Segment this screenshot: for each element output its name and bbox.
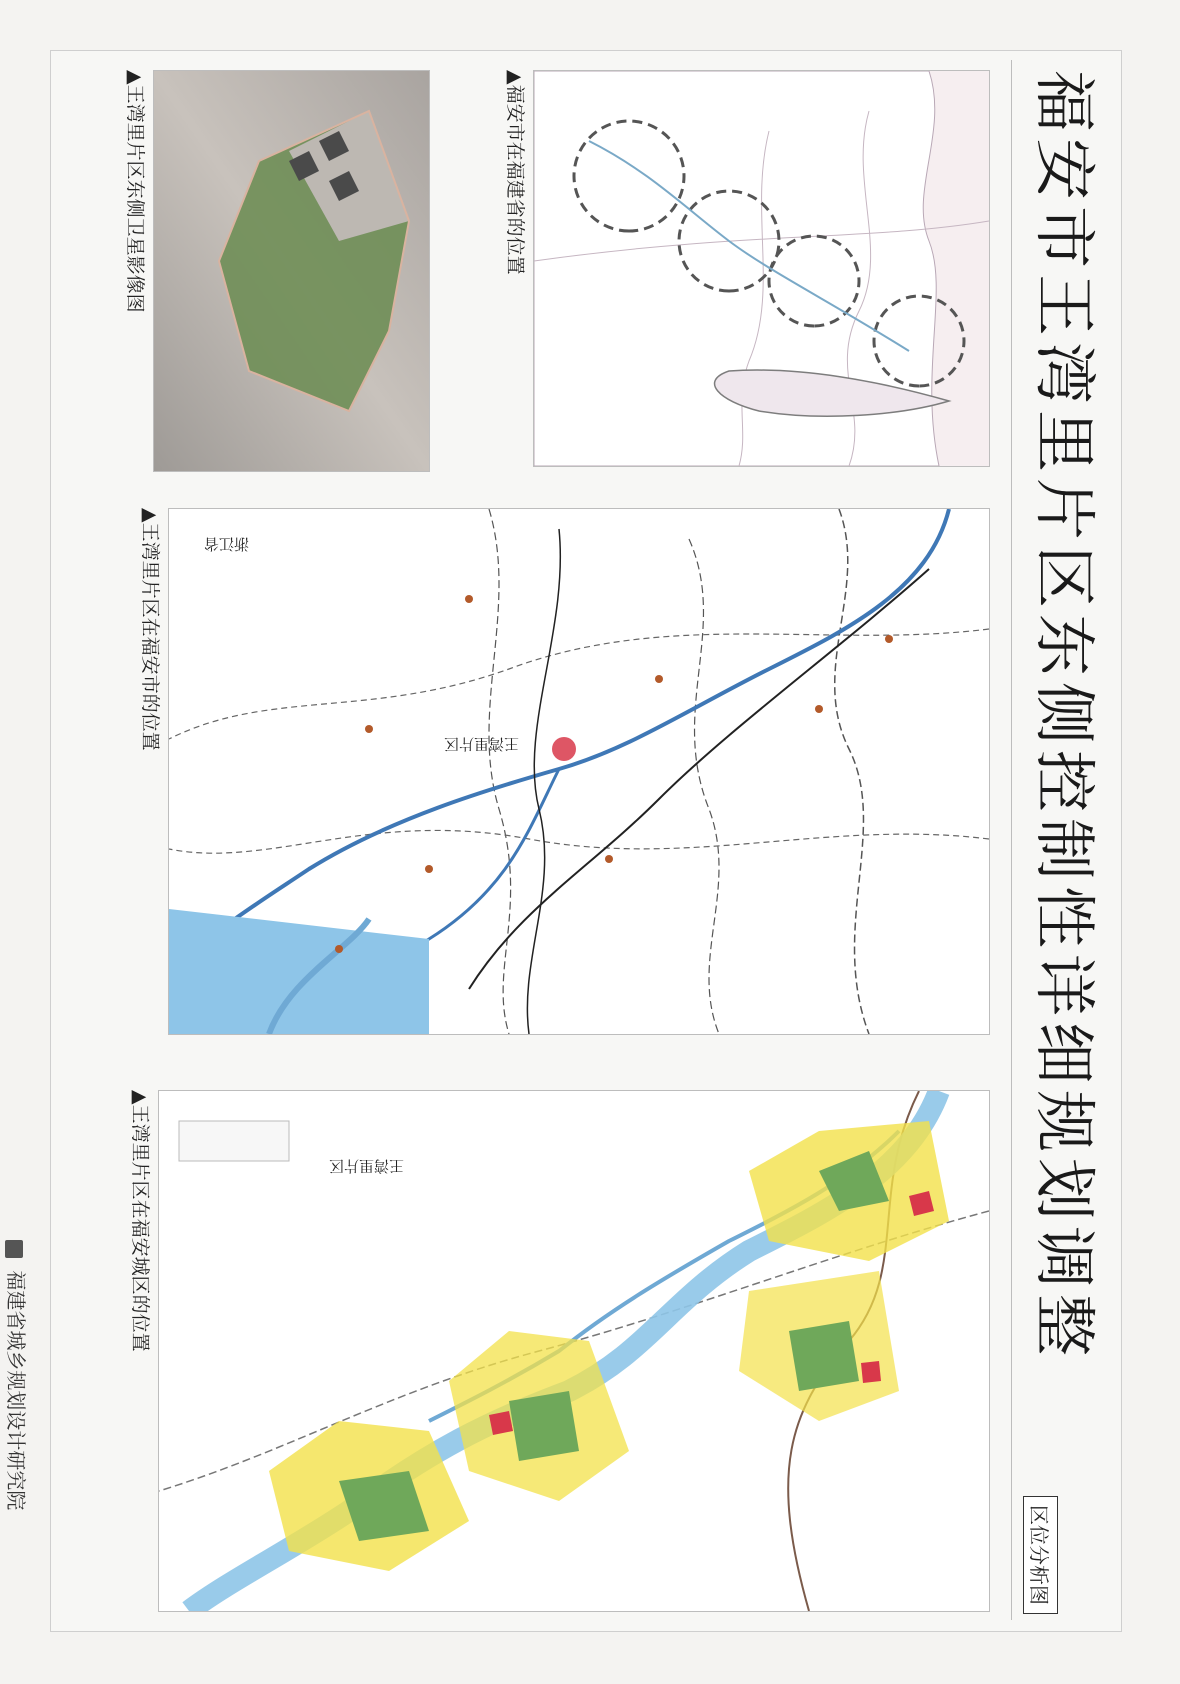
zhejiang-label: 浙江省 [203, 535, 249, 553]
district-map-panel [158, 1090, 990, 1612]
satellite-image [154, 71, 429, 471]
city-dot [655, 675, 663, 683]
section-badge: 区位分析图 [1023, 1496, 1058, 1614]
province-map [534, 71, 989, 466]
footer-institution [3, 1240, 32, 1510]
city-dot [335, 945, 343, 953]
city-map [169, 509, 989, 1034]
city-dot [885, 635, 893, 643]
satellite-image-caption: ▲王湾里片区东侧卫星影像图 [124, 70, 146, 313]
city-dot [465, 595, 473, 603]
institute-logo-icon [6, 1240, 24, 1258]
district-map-caption: ▲王湾里片区在福安城区的位置 [129, 1090, 151, 1352]
district-map [159, 1091, 989, 1611]
city-map-caption: ▲王湾里片区在福安市的位置 [139, 508, 161, 751]
district-area-label: 王湾里片区 [328, 1157, 404, 1175]
city-dot [815, 705, 823, 713]
city-area-label: 王湾里片区 [443, 735, 519, 753]
province-map-caption: ▲福安市在福建省的位置 [504, 70, 526, 275]
district-legend [179, 1121, 289, 1161]
city-dot [425, 865, 433, 873]
title-divider [1011, 60, 1012, 1620]
city-dot [365, 725, 373, 733]
project-area-marker [552, 737, 576, 761]
page-title: 福安市王湾里片区东侧控制性详细规划调整 [1028, 70, 1101, 1363]
city-map-panel [168, 508, 990, 1035]
province-map-panel [533, 70, 990, 467]
satellite-image-panel [153, 70, 430, 472]
footer-text: 福建省城乡规划设计研究院 [4, 1270, 28, 1511]
city-dot [605, 855, 613, 863]
